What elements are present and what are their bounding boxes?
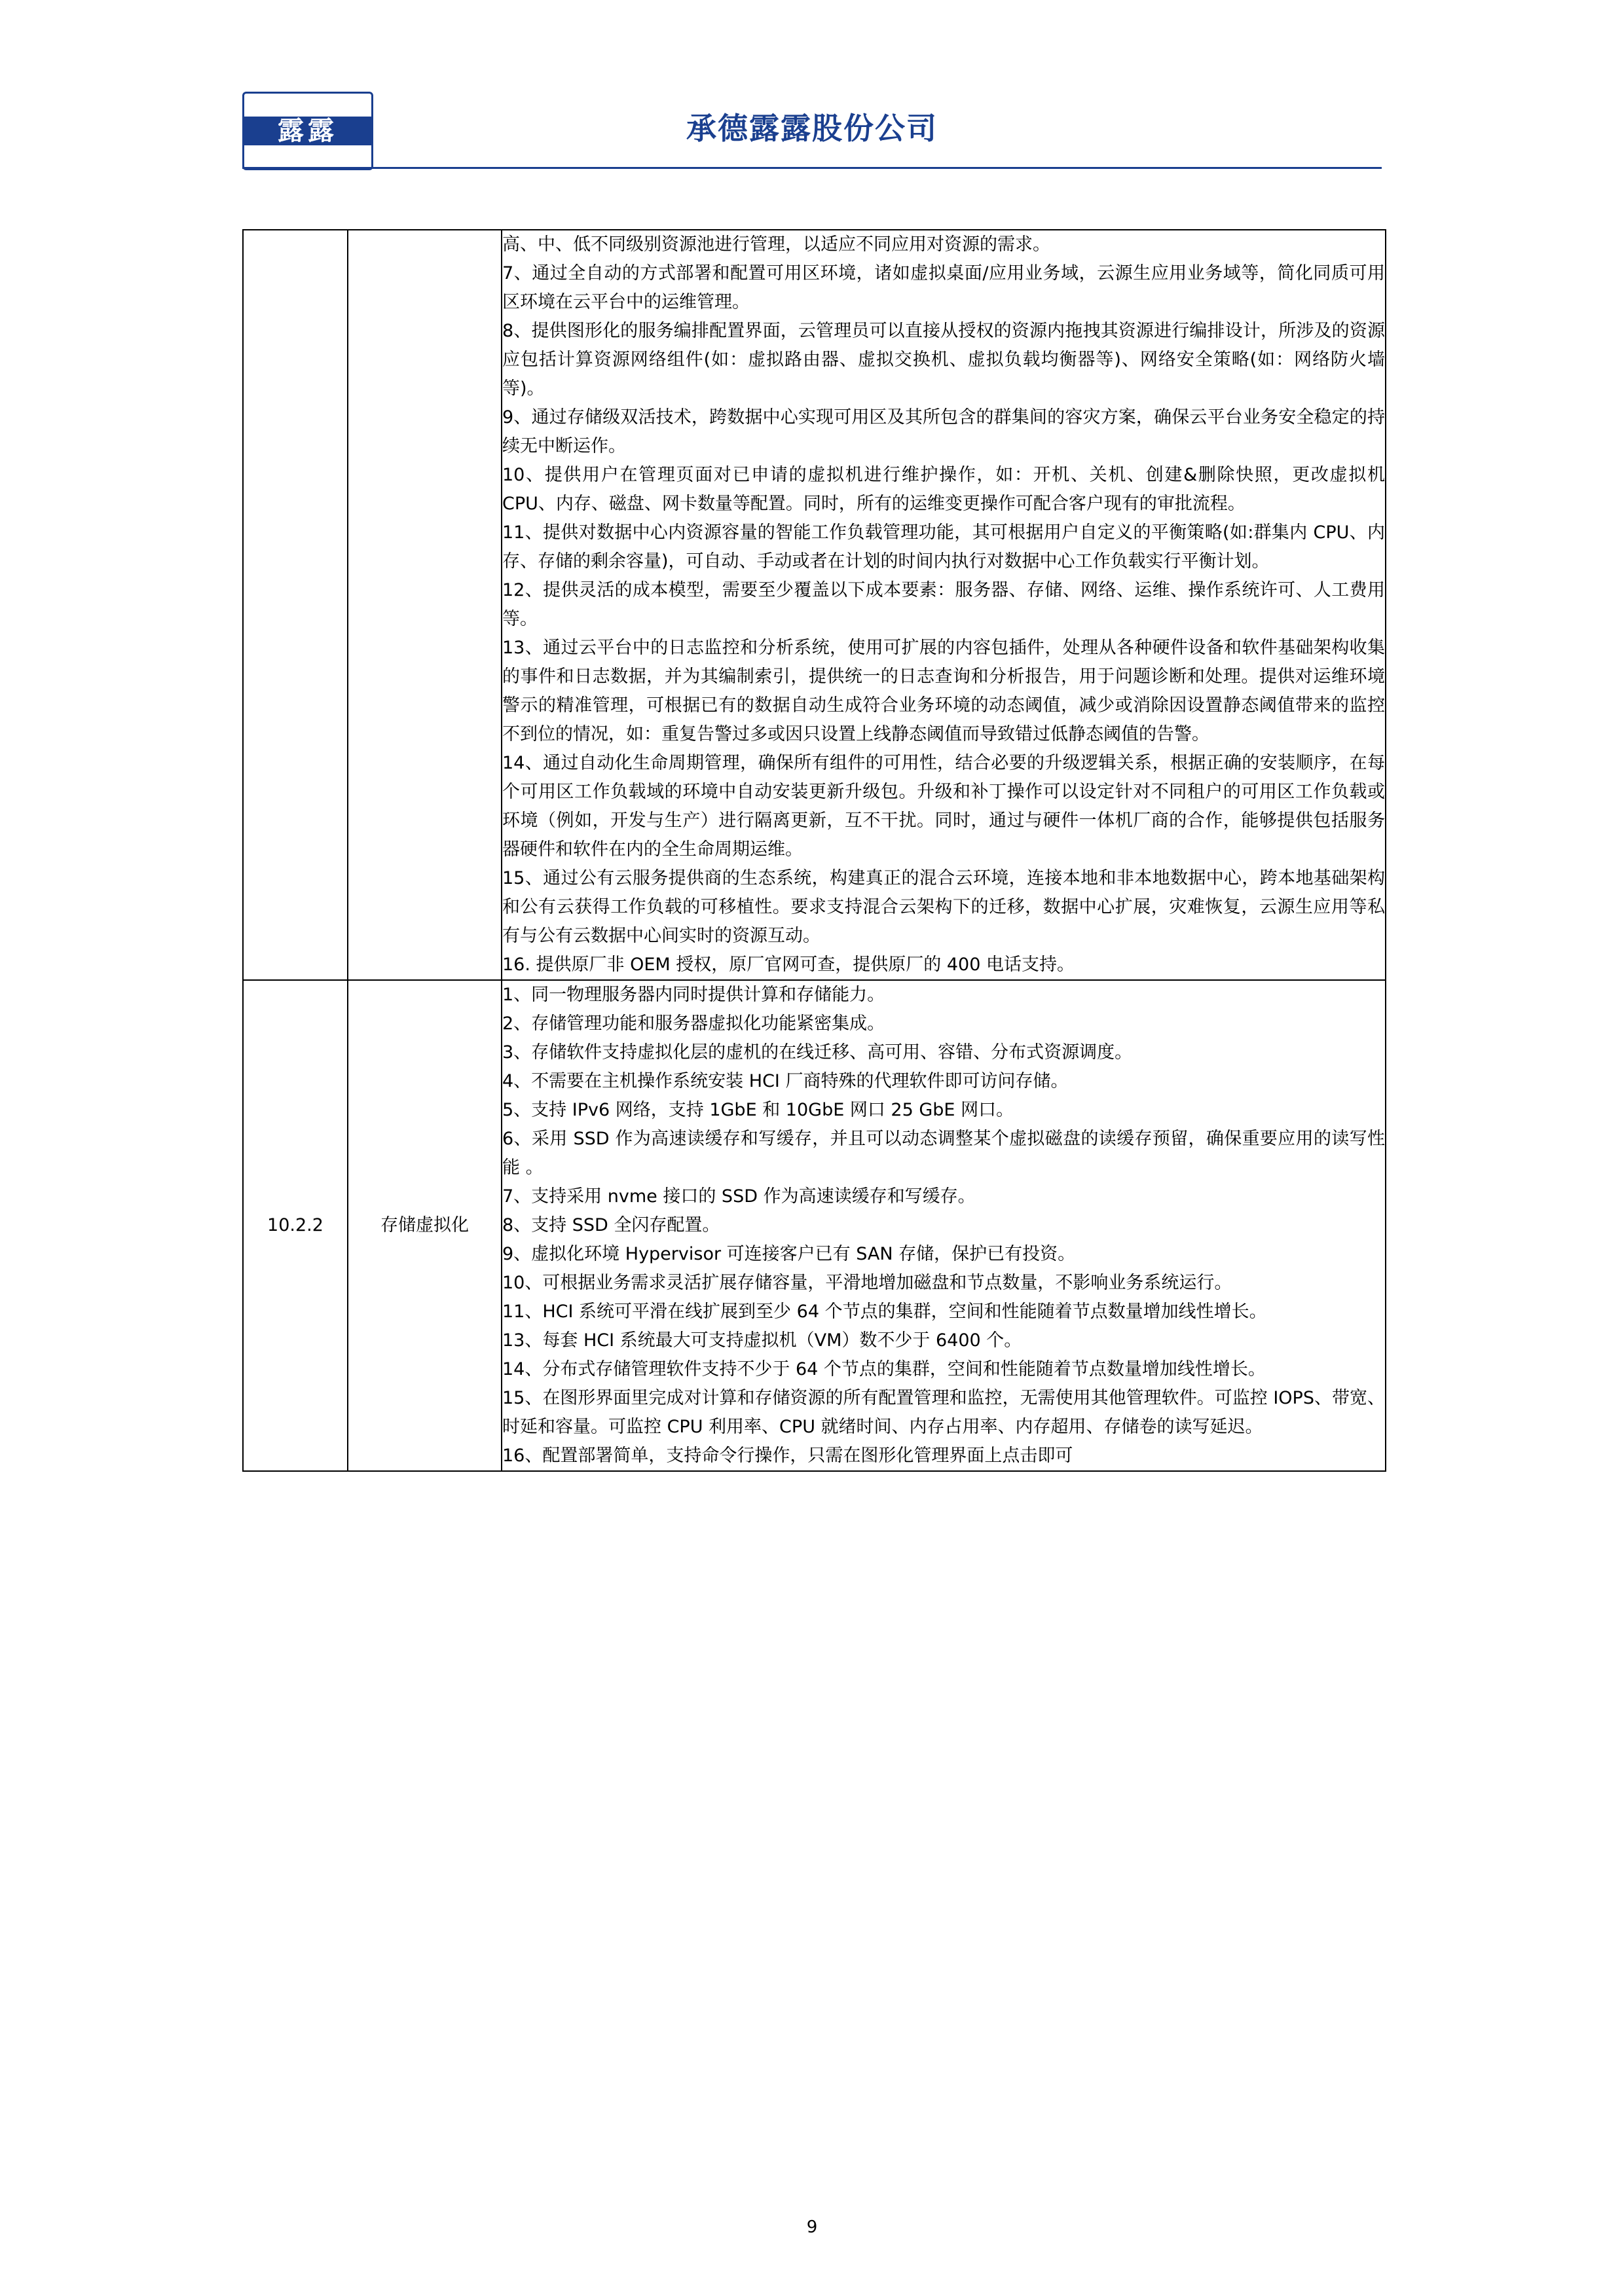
paragraph: 8、提供图形化的服务编排配置界面，云管理员可以直接从授权的资源内拖拽其资源进行编排设计，所涉及的资源应包括计算资源网络组件(如：虚拟路由器、虚拟交换机、虚拟负载均衡器等)、网络安全策略(如：网络防火墙等)。 (502, 321, 1385, 399)
paragraph: 3、存储软件支持虚拟化层的虚机的在线迁移、高可用、容错、分布式资源调度。 (502, 1042, 1133, 1063)
paragraph: 1、同一物理服务器内同时提供计算和存储能力。 (502, 985, 885, 1005)
page-title: 承德露露股份公司 (686, 111, 938, 146)
footer-page-number: 9 (806, 2217, 818, 2237)
table-row (243, 980, 1386, 1471)
paragraph: 12、提供灵活的成本模型，需要至少覆盖以下成本要素：服务器、存储、网络、运维、操作系统许可、人工费用等。 (502, 580, 1385, 629)
page-header (242, 85, 1382, 183)
paragraph: 7、通过全自动的方式部署和配置可用区环境，诸如虚拟桌面/应用业务域，云源生应用业务域等，简化同质可用区环境在云平台中的运维管理。 (502, 263, 1385, 312)
logo-text: 露露 (278, 116, 338, 146)
header-divider (242, 167, 1382, 169)
paragraph: 4、不需要在主机操作系统安装 HCI 厂商特殊的代理软件即可访问存储。 (502, 1071, 1069, 1091)
paragraph: 7、支持采用 nvme 接口的 SSD 作为高速读缓存和写缓存。 (502, 1186, 976, 1207)
row-content-cell (502, 230, 1386, 980)
row-name-cell: 存储虚拟化 (348, 980, 502, 1471)
paragraph: 6、采用 SSD 作为高速读缓存和写缓存，并且可以动态调整某个虚拟磁盘的读缓存预留，确保重要应用的读写性能 。 (502, 1129, 1385, 1178)
paragraph: 16、配置部署简单，支持命令行操作，只需在图形化管理界面上点击即可 (502, 1446, 1073, 1466)
paragraph: 15、在图形界面里完成对计算和存储资源的所有配置管理和监控，无需使用其他管理软件。可监控 IOPS、带宽、时延和容量。可监控 CPU 利用率、CPU 就绪时间、内存占用率、内存超用、存储卷的读写延迟。 (502, 1388, 1385, 1437)
paragraph: 14、通过自动化生命周期管理，确保所有组件的可用性，结合必要的升级逻辑关系，根据正确的安装顺序，在每个可用区工作负载域的环境中自动安装更新升级包。升级和补丁操作可以设定针对不同租户的可用区工作负载或环境（例如，开发与生产）进行隔离更新，互不干扰。同时，通过与硬件一体机厂商的合作，能够提供包括服务器硬件和软件在内的全生命周期运维。 (502, 753, 1385, 860)
paragraph: 5、支持 IPv6 网络，支持 1GbE 和 10GbE 网口 25 GbE 网口。 (502, 1100, 1014, 1120)
row-name-cell (348, 230, 502, 980)
paragraph: 高、中、低不同级别资源池进行管理，以适应不同应用对资源的需求。 (502, 234, 1050, 255)
paragraph: 13、通过云平台中的日志监控和分析系统，使用可扩展的内容包插件，处理从各种硬件设备和软件基础架构收集的事件和日志数据，并为其编制索引，提供统一的日志查询和分析报告，用于问题诊断和处理。提供对运维环境警示的精准管理，可根据已有的数据自动生成符合业务环境的动态阈值，减少或消除因设置静态阈值带来的监控不到位的情况，如：重复告警过多或因只设置上线静态阈值而导致错过低静态阈值的告警。 (502, 638, 1385, 744)
table-row (243, 230, 1386, 980)
requirements-table (242, 229, 1386, 1472)
paragraph: 8、支持 SSD 全闪存配置。 (502, 1215, 720, 1235)
row-number-cell (243, 230, 348, 980)
paragraph: 10、提供用户在管理页面对已申请的虚拟机进行维护操作，如：开机、关机、创建&删除快照，更改虚拟机 CPU、内存、磁盘、网卡数量等配置。同时，所有的运维变更操作可配合客户现有的审批流程。 (502, 465, 1385, 514)
row-number-cell: 10.2.2 (243, 980, 348, 1471)
table-body (243, 230, 1386, 1471)
paragraph: 11、HCI 系统可平滑在线扩展到至少 64 个节点的集群，空间和性能随着节点数量增加线性增长。 (502, 1302, 1267, 1322)
paragraph: 16. 提供原厂非 OEM 授权，原厂官网可查，提供原厂的 400 电话支持。 (502, 955, 1075, 975)
paragraph: 13、每套 HCI 系统最大可支持虚拟机（VM）数不少于 6400 个。 (502, 1330, 1022, 1351)
paragraph: 14、分布式存储管理软件支持不少于 64 个节点的集群，空间和性能随着节点数量增加线性增长。 (502, 1359, 1266, 1379)
paragraph: 2、存储管理功能和服务器虚拟化功能紧密集成。 (502, 1013, 885, 1034)
paragraph: 15、通过公有云服务提供商的生态系统，构建真正的混合云环境，连接本地和非本地数据中心，跨本地基础架构和公有云获得工作负载的可移植性。要求支持混合云架构下的迁移，数据中心扩展，灾难恢复，云源生应用等私有与公有云数据中心间实时的资源互动。 (502, 868, 1385, 946)
row-content-cell (502, 980, 1386, 1471)
paragraph: 9、虚拟化环境 Hypervisor 可连接客户已有 SAN 存储，保护已有投资。 (502, 1244, 1076, 1264)
paragraph: 10、可根据业务需求灵活扩展存储容量，平滑地增加磁盘和节点数量，不影响业务系统运行。 (502, 1273, 1232, 1293)
paragraph: 9、通过存储级双活技术，跨数据中心实现可用区及其所包含的群集间的容灾方案，确保云平台业务安全稳定的持续无中断运作。 (502, 407, 1385, 456)
paragraph: 11、提供对数据中心内资源容量的智能工作负载管理功能，其可根据用户自定义的平衡策略(如:群集内 CPU、内存、存储的剩余容量)，可自动、手动或者在计划的时间内执行对数据中心工作负载实行平衡计划。 (502, 522, 1385, 572)
